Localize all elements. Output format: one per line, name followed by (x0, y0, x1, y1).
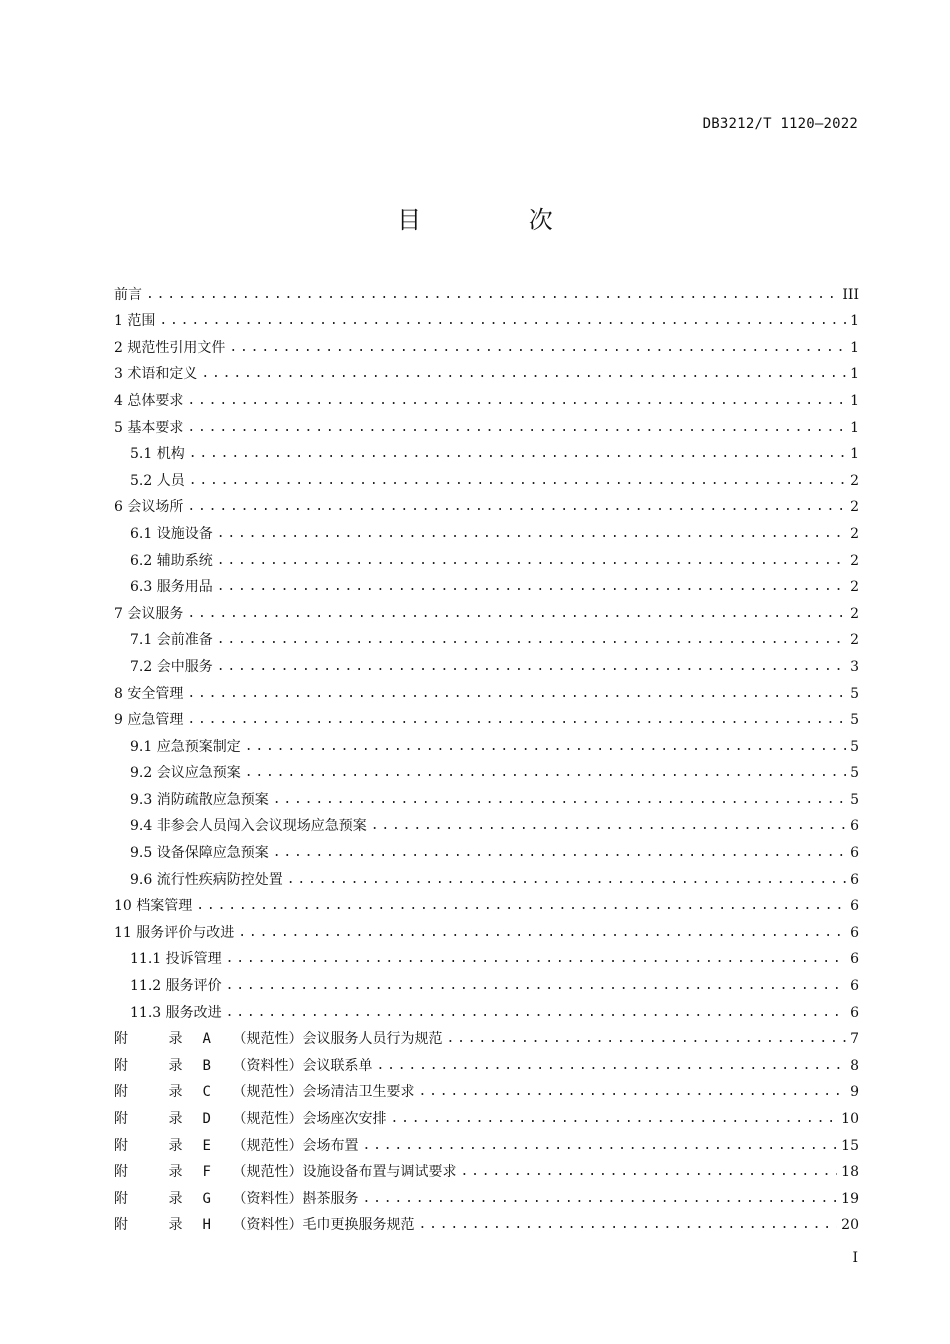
dot-leader (460, 1163, 837, 1181)
toc-entry-11-2[interactable] (114, 968, 859, 995)
toc-entry-page: 10 (841, 1111, 859, 1127)
appendix-type: （资料性） (232, 1190, 303, 1207)
appendix-title: 斟茶服务 (302, 1190, 359, 1207)
page-number: I (852, 1250, 858, 1266)
dot-leader (217, 631, 846, 649)
toc-entry-page: 6 (850, 924, 859, 941)
toc-entry-page: 2 (850, 552, 859, 569)
appendix-type: （规范性） (232, 1084, 303, 1101)
toc-entry-label: 6.3 服务用品 (130, 579, 213, 596)
toc-entry-7-2[interactable] (114, 649, 859, 676)
toc-entry-label: 8 安全管理 (114, 685, 184, 702)
toc-entry-9-2[interactable] (114, 756, 859, 783)
toc-entry-label (114, 1163, 460, 1181)
dot-leader (159, 312, 846, 330)
appendix-letter: G (202, 1190, 211, 1207)
table-of-contents (114, 277, 859, 1234)
toc-entry-label: 7.2 会中服务 (130, 658, 213, 675)
toc-entry-label: 6.2 辅助系统 (130, 552, 213, 569)
appendix-type: （资料性） (232, 1057, 303, 1074)
toc-entry-label: 5.1 机构 (130, 446, 185, 463)
toc-appendix-b[interactable] (114, 1048, 859, 1075)
dot-leader (376, 1057, 846, 1075)
toc-entry-page: 6 (850, 818, 859, 835)
toc-entry-page: 2 (850, 525, 859, 542)
dot-leader (217, 658, 846, 676)
appendix-title: 会场座次安排 (302, 1111, 387, 1127)
dot-leader (187, 498, 846, 516)
toc-entry-page: 15 (841, 1137, 859, 1154)
toc-entry-page: 1 (850, 339, 859, 356)
dot-leader (371, 817, 846, 835)
dot-leader (187, 711, 846, 729)
toc-entry-evaluation-improvement[interactable] (114, 915, 859, 942)
dot-leader (201, 365, 846, 383)
appendix-title: 设施设备布置与调试要求 (302, 1164, 457, 1181)
toc-entry-page: 1 (850, 446, 859, 463)
toc-entry-page: 2 (850, 472, 859, 489)
appendix-prefix: 附 录 (114, 1190, 201, 1207)
toc-entry-basic-requirements[interactable] (114, 410, 859, 437)
toc-entry-6-3[interactable] (114, 570, 859, 597)
toc-entry-safety-management[interactable] (114, 676, 859, 703)
dot-leader (362, 1190, 837, 1208)
toc-entry-label: 1 范围 (114, 313, 156, 330)
toc-entry-label (114, 1110, 390, 1128)
toc-entry-label: 4 总体要求 (114, 392, 184, 409)
toc-entry-page: 2 (850, 579, 859, 596)
dot-leader (362, 1137, 837, 1155)
toc-entry-11-1[interactable] (114, 942, 859, 969)
toc-entry-7-1[interactable] (114, 623, 859, 650)
toc-entry-page: 2 (850, 632, 859, 649)
toc-appendix-a[interactable] (114, 1022, 859, 1049)
toc-entry-page: 5 (850, 712, 859, 729)
dot-leader (146, 286, 838, 304)
toc-entry-6-1[interactable] (114, 516, 859, 543)
toc-entry-label: 9.5 设备保障应急预案 (130, 845, 269, 862)
appendix-title: 会议联系单 (302, 1057, 373, 1074)
toc-appendix-g[interactable] (114, 1181, 859, 1208)
appendix-title: 会场清洁卫生要求 (302, 1084, 415, 1101)
dot-leader (273, 791, 846, 809)
toc-entry-page: 5 (850, 738, 859, 755)
toc-appendix-e[interactable] (114, 1128, 859, 1155)
toc-entry-page: 20 (841, 1217, 859, 1234)
toc-appendix-c[interactable] (114, 1075, 859, 1102)
dot-leader (226, 1004, 846, 1022)
toc-entry-9-1[interactable] (114, 729, 859, 756)
toc-entry-page: 5 (850, 765, 859, 782)
toc-entry-label (114, 1216, 418, 1234)
toc-entry-page: 5 (850, 685, 859, 702)
toc-entry-5-2[interactable] (114, 463, 859, 490)
page-title: 目 次 (397, 206, 603, 234)
toc-entry-meeting-venue[interactable] (114, 490, 859, 517)
toc-entry-page: 6 (850, 898, 859, 915)
appendix-type: （规范性） (232, 1137, 303, 1154)
toc-entry-page: 3 (850, 658, 859, 675)
toc-entry-label (114, 1030, 446, 1048)
toc-entry-page: III (842, 286, 859, 303)
appendix-prefix: 附 录 (114, 1084, 201, 1101)
toc-appendix-d[interactable] (114, 1101, 859, 1128)
dot-leader (187, 419, 846, 437)
toc-entry-9-6[interactable] (114, 862, 859, 889)
toc-appendix-h[interactable] (114, 1208, 859, 1235)
appendix-type: （规范性） (232, 1111, 303, 1127)
toc-entry-label: 9 应急管理 (114, 712, 184, 729)
toc-entry-9-3[interactable] (114, 782, 859, 809)
dot-leader (390, 1110, 837, 1128)
toc-entry-6-2[interactable] (114, 543, 859, 570)
toc-entry-page: 19 (841, 1190, 859, 1207)
dot-leader (189, 445, 846, 463)
toc-entry-label: 前言 (114, 286, 142, 303)
dot-leader (196, 897, 846, 915)
toc-entry-5-1[interactable] (114, 437, 859, 464)
toc-entry-label (114, 1190, 362, 1208)
toc-entry-label: 6.1 设施设备 (130, 525, 213, 542)
toc-entry-label: 6 会议场所 (114, 499, 184, 516)
dot-leader (245, 738, 846, 756)
appendix-type: （资料性） (232, 1217, 303, 1234)
toc-entry-page: 7 (850, 1031, 859, 1048)
toc-entry-9-4[interactable] (114, 809, 859, 836)
toc-entry-page: 1 (850, 419, 859, 436)
toc-entry-page: 6 (850, 845, 859, 862)
toc-entry-normative-references[interactable] (114, 330, 859, 357)
toc-entry-page: 1 (850, 313, 859, 330)
toc-entry-page: 9 (850, 1084, 859, 1101)
appendix-letter: A (202, 1031, 211, 1048)
toc-entry-page: 5 (850, 791, 859, 808)
toc-entry-label: 2 规范性引用文件 (114, 339, 226, 356)
dot-leader (446, 1030, 846, 1048)
appendix-letter: E (202, 1137, 211, 1154)
dot-leader (226, 977, 846, 995)
toc-entry-meeting-service[interactable] (114, 596, 859, 623)
appendix-type: （规范性） (232, 1164, 303, 1181)
toc-entry-label: 9.1 应急预案制定 (130, 738, 241, 755)
toc-appendix-f[interactable] (114, 1155, 859, 1182)
toc-entry-11-3[interactable] (114, 995, 859, 1022)
toc-entry-label: 5 基本要求 (114, 419, 184, 436)
toc-entry-page: 6 (850, 951, 859, 968)
dot-leader (189, 472, 846, 490)
toc-entry-scope[interactable] (114, 304, 859, 331)
toc-entry-page: 8 (850, 1057, 859, 1074)
toc-entry-foreword[interactable] (114, 277, 859, 304)
toc-entry-label: 11.1 投诉管理 (130, 951, 222, 968)
appendix-prefix: 附 录 (114, 1057, 201, 1074)
toc-entry-page: 2 (850, 499, 859, 516)
toc-entry-page: 6 (850, 1004, 859, 1021)
appendix-letter: H (202, 1217, 211, 1234)
toc-entry-label: 9.3 消防疏散应急预案 (130, 791, 269, 808)
dot-leader (229, 339, 846, 357)
toc-entry-label: 5.2 人员 (130, 472, 185, 489)
dot-leader (217, 578, 846, 596)
appendix-letter: C (202, 1084, 211, 1101)
toc-entry-label: 9.4 非参会人员闯入会议现场应急预案 (130, 818, 367, 835)
toc-entry-general-requirements[interactable] (114, 383, 859, 410)
document-code: DB3212/T 1120—2022 (702, 116, 858, 132)
dot-leader (187, 685, 846, 703)
appendix-prefix: 附 录 (114, 1137, 201, 1154)
appendix-title: 会场布置 (302, 1137, 359, 1154)
toc-entry-label (114, 1057, 376, 1075)
dot-leader (187, 605, 846, 623)
dot-leader (217, 525, 846, 543)
dot-leader (217, 552, 846, 570)
toc-entry-label: 9.6 流行性疾病防控处置 (130, 871, 283, 888)
toc-entry-label: 3 术语和定义 (114, 366, 198, 383)
toc-entry-label: 7.1 会前准备 (130, 632, 213, 649)
dot-leader (273, 844, 846, 862)
dot-leader (418, 1216, 837, 1234)
dot-leader (226, 950, 846, 968)
dot-leader (287, 871, 846, 889)
toc-entry-label: 11 服务评价与改进 (114, 924, 235, 941)
toc-entry-records-management[interactable] (114, 889, 859, 916)
appendix-prefix: 附 录 (114, 1164, 201, 1181)
appendix-letter: B (202, 1057, 211, 1074)
toc-entry-label: 9.2 会议应急预案 (130, 765, 241, 782)
appendix-type: （规范性） (232, 1031, 303, 1048)
appendix-letter: F (202, 1164, 211, 1181)
toc-entry-page: 2 (850, 605, 859, 622)
appendix-title: 毛巾更换服务规范 (302, 1217, 415, 1234)
toc-entry-emergency-management[interactable] (114, 703, 859, 730)
dot-leader (418, 1083, 846, 1101)
toc-entry-label (114, 1083, 418, 1101)
toc-entry-label: 7 会议服务 (114, 605, 184, 622)
toc-entry-9-5[interactable] (114, 835, 859, 862)
appendix-prefix: 附 录 (114, 1111, 201, 1127)
toc-entry-page: 1 (850, 392, 859, 409)
dot-leader (187, 392, 846, 410)
toc-entry-terms[interactable] (114, 357, 859, 384)
toc-entry-page: 1 (850, 366, 859, 383)
toc-entry-page: 6 (850, 978, 859, 995)
toc-entry-page: 6 (850, 871, 859, 888)
dot-leader (238, 924, 846, 942)
appendix-prefix: 附 录 (114, 1031, 201, 1048)
toc-entry-page: 18 (841, 1164, 859, 1181)
toc-entry-label: 10 档案管理 (114, 898, 193, 915)
toc-entry-label: 11.3 服务改进 (130, 1004, 222, 1021)
dot-leader (245, 764, 846, 782)
appendix-prefix: 附 录 (114, 1217, 201, 1234)
appendix-letter: D (202, 1111, 211, 1127)
appendix-title: 会议服务人员行为规范 (302, 1031, 443, 1048)
toc-entry-label: 11.2 服务评价 (130, 978, 222, 995)
toc-entry-label (114, 1137, 362, 1155)
